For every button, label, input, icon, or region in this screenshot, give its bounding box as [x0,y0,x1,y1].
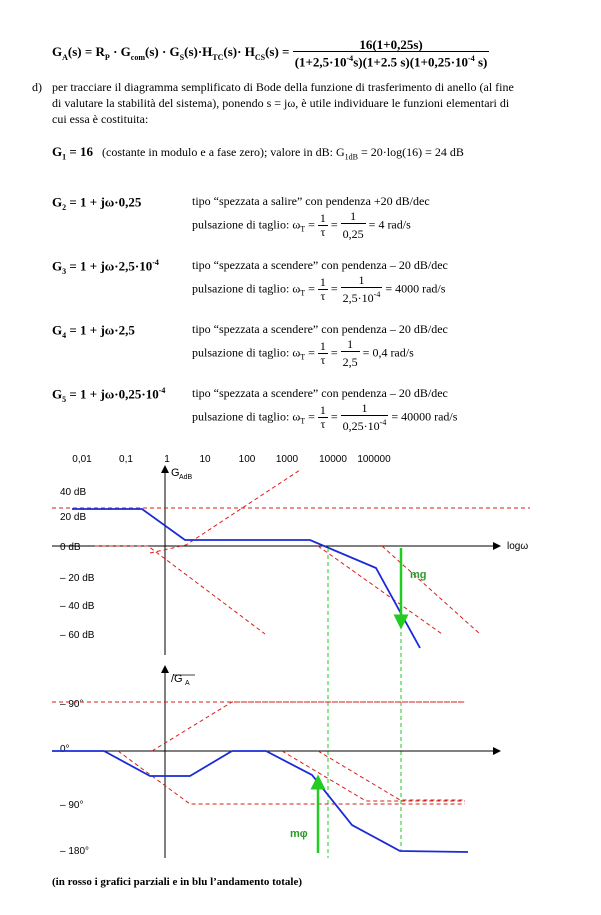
magnitude-tick-label: – 60 dB [60,630,95,641]
magnitude-axis-label: G [171,467,180,479]
total-magnitude-curve [72,509,420,648]
function-expression: $G_5 = 1 + j\omega\cdot 0,25\cdot 10^{-4}$ [52,386,166,404]
item-d-line-2: di valutare la stabilità del sistema), ponendo s = jω, è utile individuare le funzioni elementari di [52,96,510,110]
partial-phase-g5 [318,751,465,800]
magnitude-tick-label: 0 dB [60,542,81,553]
phase-tick-label: – 90° [60,699,84,710]
magnitude-tick-label: – 40 dB [60,601,95,612]
frequency-tick-label: 100 [238,454,256,465]
phase-tick-label: – 180° [60,846,90,857]
frequency-tick-label: 1000 [275,454,299,465]
cutoff-frequency: pulsazione di taglio: $\omega_T$ = $\frac{1}{\tau}$ = $\frac{1}{2,5\cdot 10^{-4}}$ = 4000 rad/s [192,273,446,305]
function-expression: $G_4 = 1 + j\omega\cdot 2,5$ [52,322,135,340]
cutoff-frequency: pulsazione di taglio: $\omega_T$ = $\frac{1}{\tau}$ = $\frac{1}{0,25\cdot 10^{-4}}$ = 40000 rad/s [192,401,458,433]
numerator: 16(1+0,25s) [293,38,490,52]
magnitude-axis-sub: AdB [179,474,193,481]
frequency-tick-label: 100000 [357,454,391,465]
partial-phase-g3 [282,751,465,801]
cutoff-frequency: pulsazione di taglio: $\omega_T$ = $\frac{1}{\tau}$ = $\frac{1}{2,5}$ = 0,4 rad/s [192,337,414,369]
total-phase-curve [52,751,468,852]
x-axis-label: logω [507,541,529,552]
g1-line: $G_1 = 16$ (costante in modulo e a fase zero); valore in dB: $G_{1dB} = 20\cdot\log(16) = 24$ dB [52,144,464,162]
denominator: $(1+2,5\cdot 10^{-4}s)(1+2.5$ $s)(1+0,25\cdot 10^{-4}$ s) [294,54,488,70]
frequency-tick-label: 10000 [319,454,347,465]
function-row-g5 [52,386,572,433]
item-d-line-1: per tracciare il diagramma semplificato di Bode della funzione di trasferimento di anello (al fine [52,80,514,94]
magnitude-tick-label: 20 dB [60,512,87,523]
gain-margin-label: mg [410,569,427,581]
function-expression: $G_3 = 1 + j\omega\cdot 2,5\cdot 10^{-4}$ [52,258,159,276]
phase-tick-label: 0° [60,744,70,755]
bode-diagram [0,440,601,890]
partial-phase-g4 [118,751,465,804]
function-row-g3 [52,258,572,305]
caption: (in rosso i grafici parziali e in blu l’andamento totale) [52,876,303,888]
function-row-g2 [52,194,572,241]
phase-axis-sub: A [185,680,190,687]
phase-margin-label: mφ [290,828,308,840]
phase-tick-label: – 90° [60,800,84,811]
transfer-function-fraction [293,38,490,68]
frequency-tick-label: 0,1 [119,454,133,465]
function-description: tipo “spezzata a scendere” con pendenza – 20 dB/dec [192,386,448,400]
item-d-marker: d) [32,80,42,94]
phase-axis-label: /G [171,673,183,685]
frequency-tick-label: 0,01 [72,454,92,465]
magnitude-tick-label: – 20 dB [60,573,95,584]
transfer-function-formula: $G_A(s) = R_P \cdot G_{com}(s) \cdot G_S(s)\cdot H_{TC}(s)\cdot H_{CS}(s)$ = $\frac{16(1+0,25s)}{(1+2,5\cdot 10^{-4}s)(1+2.5 s)(1+0,25\cdot 10^{-4} s)}$ [52,37,488,70]
partial-g4-line [95,546,265,634]
function-description: tipo “spezzata a scendere” con pendenza – 20 dB/dec [192,322,448,336]
partial-g3-line [318,546,442,634]
magnitude-tick-label: 40 dB [60,487,87,498]
function-description: tipo “spezzata a salire” con pendenza +20 dB/dec [192,194,430,208]
item-d-line-3: cui essa è costituita: [52,112,149,126]
function-expression: $G_2 = 1 + j\omega\cdot 0,25$ [52,194,142,212]
cutoff-frequency: pulsazione di taglio: $\omega_T$ = $\frac{1}{\tau}$ = $\frac{1}{0,25}$ = 4 rad/s [192,209,411,241]
partial-phase-g2 [152,702,465,751]
frequency-tick-label: 1 [164,454,170,465]
frequency-tick-label: 10 [199,454,211,465]
function-description: tipo “spezzata a scendere” con pendenza – 20 dB/dec [192,258,448,272]
partial-g5-line [382,546,480,634]
function-row-g4 [52,322,572,369]
